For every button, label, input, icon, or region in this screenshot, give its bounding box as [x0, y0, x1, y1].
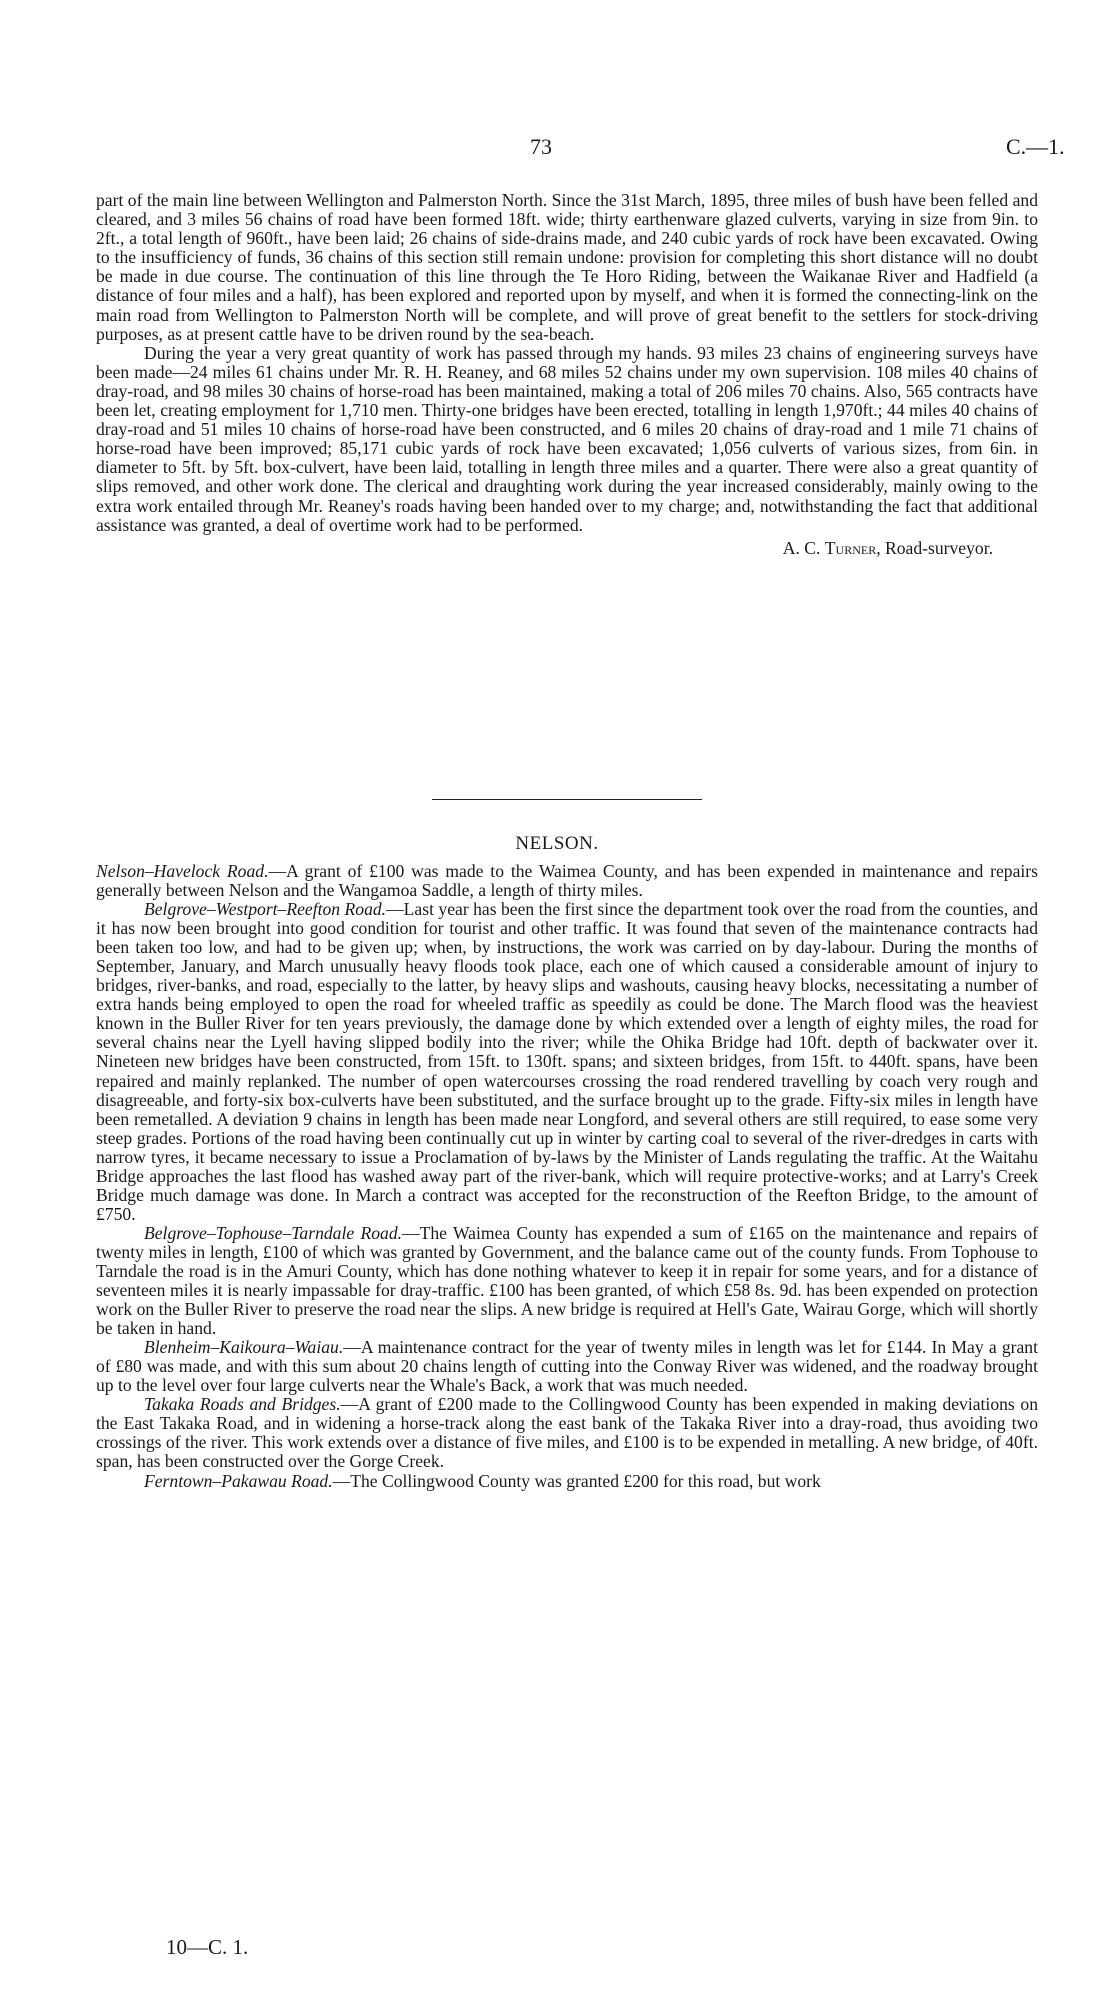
road-entry [96, 1338, 1038, 1395]
nelson-section [96, 862, 1038, 1491]
road-entry [96, 1224, 1038, 1338]
signature-title: , Road-surveyor. [876, 537, 993, 558]
road-description: —Last year has been the first since the department took over the road from the counties, and it has now been brought into good condition for tourist and other traffic. It was found that seven of the maintenance contracts had been taken too low, and had to be given up; when, by instructions, the work was carried on by day-labour. During the months of September, January, and March unusually heavy floods took place, each one of which caused a considerable amount of injury to bridges, river-banks, and road, especially to the latter, by heavy slips and washouts, causing heavy blocks, necessitating a number of extra hands being employed to open the road for wheeled traffic as speedily as could be done. The March flood was the heaviest known in the Buller River for ten years previously, the damage done by which extended over a length of eighty miles, the road for several chains near the Lyell having slipped bodily into the river; while the Ohika Bridge had 10ft. depth of backwater over it. Nineteen new bridges have been constructed, from 15ft. to 130ft. spans; and sixteen bridges, from 15ft. to 440ft. spans, have been repaired and mainly replanked. The number of open watercourses crossing the road rendered travelling by coach very rough and disagreeable, and forty-six box-culverts have been substituted, and the surface brought up to the grade. Fifty-six miles in length have been remetalled. A deviation 9 chains in length has been made near Longford, and several others are still required, to ease some very steep grades. Portions of the road having been continually cut up in winter by carting coal to several of the river-dredges in carts with narrow tyres, it became necessary to issue a Proclamation of by-laws by the Minister of Lands regulating the traffic. At the Waitahu Bridge approaches the last flood has washed away part of the river-bank, which will require protective-works; and at Larry's Creek Bridge much damage was done. In March a contract was accepted for the reconstruction of the Reefton Bridge, to the amount of £750. [96, 899, 1038, 1224]
road-name: Belgrove–Westport–Reefton Road. [144, 899, 387, 920]
signature-initials: A. C. [782, 537, 825, 558]
road-entry [96, 900, 1038, 1224]
road-entry [96, 862, 1038, 900]
paragraph: part of the main line between Wellington and Palmerston North. Since the 31st March, 1895, three miles of bush have been felled and cleared, and 3 miles 56 chains of road have been formed 18ft. wide; thirty earthenware glazed culverts, varying in size from 9in. to 2ft., a total length of 960ft., have been laid; 26 chains of side-drains made, and 240 cubic yards of rock have been excavated. Owing to the insufficiency of funds, 36 chains of this section still remain undone: provision for completing this short distance will no doubt be made in due course. The continuation of this line through the Te Horo Riding, between the Waikanae River and Hadfield (a distance of four miles and a half), has been explored and reported upon by myself, and when it is formed the connecting-link on the main road from Wellington to Palmerston North will be complete, and will prove of great benefit to the settlers for stock-driving purposes, as at present cattle have to be driven round by the sea-beach. [96, 190, 1038, 344]
road-description: —A maintenance contract for the year of twenty miles in length was let for £144. In May a grant of £80 was made, and with this sum about 20 chains length of cutting into the Conway River was widened, and the roadway brought up to the level over four large culverts near the Whale's Back, a work that was much needed. [96, 1337, 1038, 1396]
road-description: —A grant of £200 made to the Collingwood County has been expended in making deviations on the East Takaka Road, and in widening a horse-track along the east bank of the Takaka River into a dray-road, thus avoiding two crossings of the river. This work extends over a distance of five miles, and £100 is to be expended in metalling. A new bridge, of 40ft. span, has been constructed over the Gorge Creek. [96, 1394, 1039, 1472]
document-code: C.—1. [1006, 134, 1065, 159]
road-name: Takaka Roads and Bridges. [144, 1394, 341, 1415]
signature [96, 539, 1038, 558]
page-number: 73 [530, 134, 552, 159]
road-name: Belgrove–Tophouse–Tarndale Road. [144, 1222, 403, 1243]
footer-code: 10—C. 1. [166, 1935, 249, 1959]
road-description: —A grant of £100 was made to the Waimea County, and has been expended in maintenance and repairs generally between Nelson and the Wangamoa Saddle, a length of thirty miles. [96, 861, 1039, 901]
section-heading: NELSON. [515, 833, 599, 854]
report-continuation [96, 191, 1038, 558]
road-description: —The Waimea County has expended a sum of £165 on the maintenance and repairs of twenty miles in length, £100 of which was granted by Government, and the balance came out of the county funds. From Tophouse to Tarndale the road is in the Amuri County, which has done nothing whatever to keep it in repair for some years, and for a distance of seventeen miles it is nearly impassable for dray-traffic. £100 has been granted, of which £58 8s. 9d. has been expended on protection work on the Buller River to preserve the road near the slips. A new bridge is required at Hell's Gate, Wairau Gorge, which will shortly be taken in hand. [96, 1222, 1039, 1339]
signature-name: Turner [824, 537, 877, 558]
road-entry [96, 1395, 1038, 1471]
road-name: Nelson–Havelock Road. [96, 861, 269, 881]
road-name: Blenheim–Kaikoura–Waiau. [144, 1337, 344, 1358]
road-entry [96, 1472, 1038, 1491]
section-divider [432, 799, 702, 800]
paragraph: During the year a very great quantity of work has passed through my hands. 93 miles 23 chains of engineering surveys have been made—24 miles 61 chains under Mr. R. H. Reaney, and 68 miles 52 chains under my own supervision. 108 miles 40 chains of dray-road, and 98 miles 30 chains of horse-road has been maintained, making a total of 206 miles 70 chains. Also, 565 contracts have been let, creating employment for 1,710 men. Thirty-one bridges have been erected, totalling in length 1,970ft.; 44 miles 40 chains of dray-road and 51 miles 10 chains of horse-road have been constructed, and 6 miles 20 chains of dray-road and 1 mile 71 chains of horse-road have been improved; 85,171 cubic yards of rock have been excavated; 1,056 culverts of various sizes, from 6in. in diameter to 5ft. by 5ft. box-culvert, have been laid, totalling in length three miles and a quarter. There were also a great quantity of slips removed, and other work done. The clerical and draughting work during the year increased considerably, mainly owing to the extra work entailed through Mr. Reaney's roads having been handed over to my charge; and, notwithstanding the fact that additional assistance was granted, a deal of overtime work had to be performed. [96, 342, 1038, 535]
road-description: —The Collingwood County was granted £200 for this road, but work [332, 1470, 821, 1491]
road-name: Ferntown–Pakawau Road. [144, 1470, 333, 1491]
